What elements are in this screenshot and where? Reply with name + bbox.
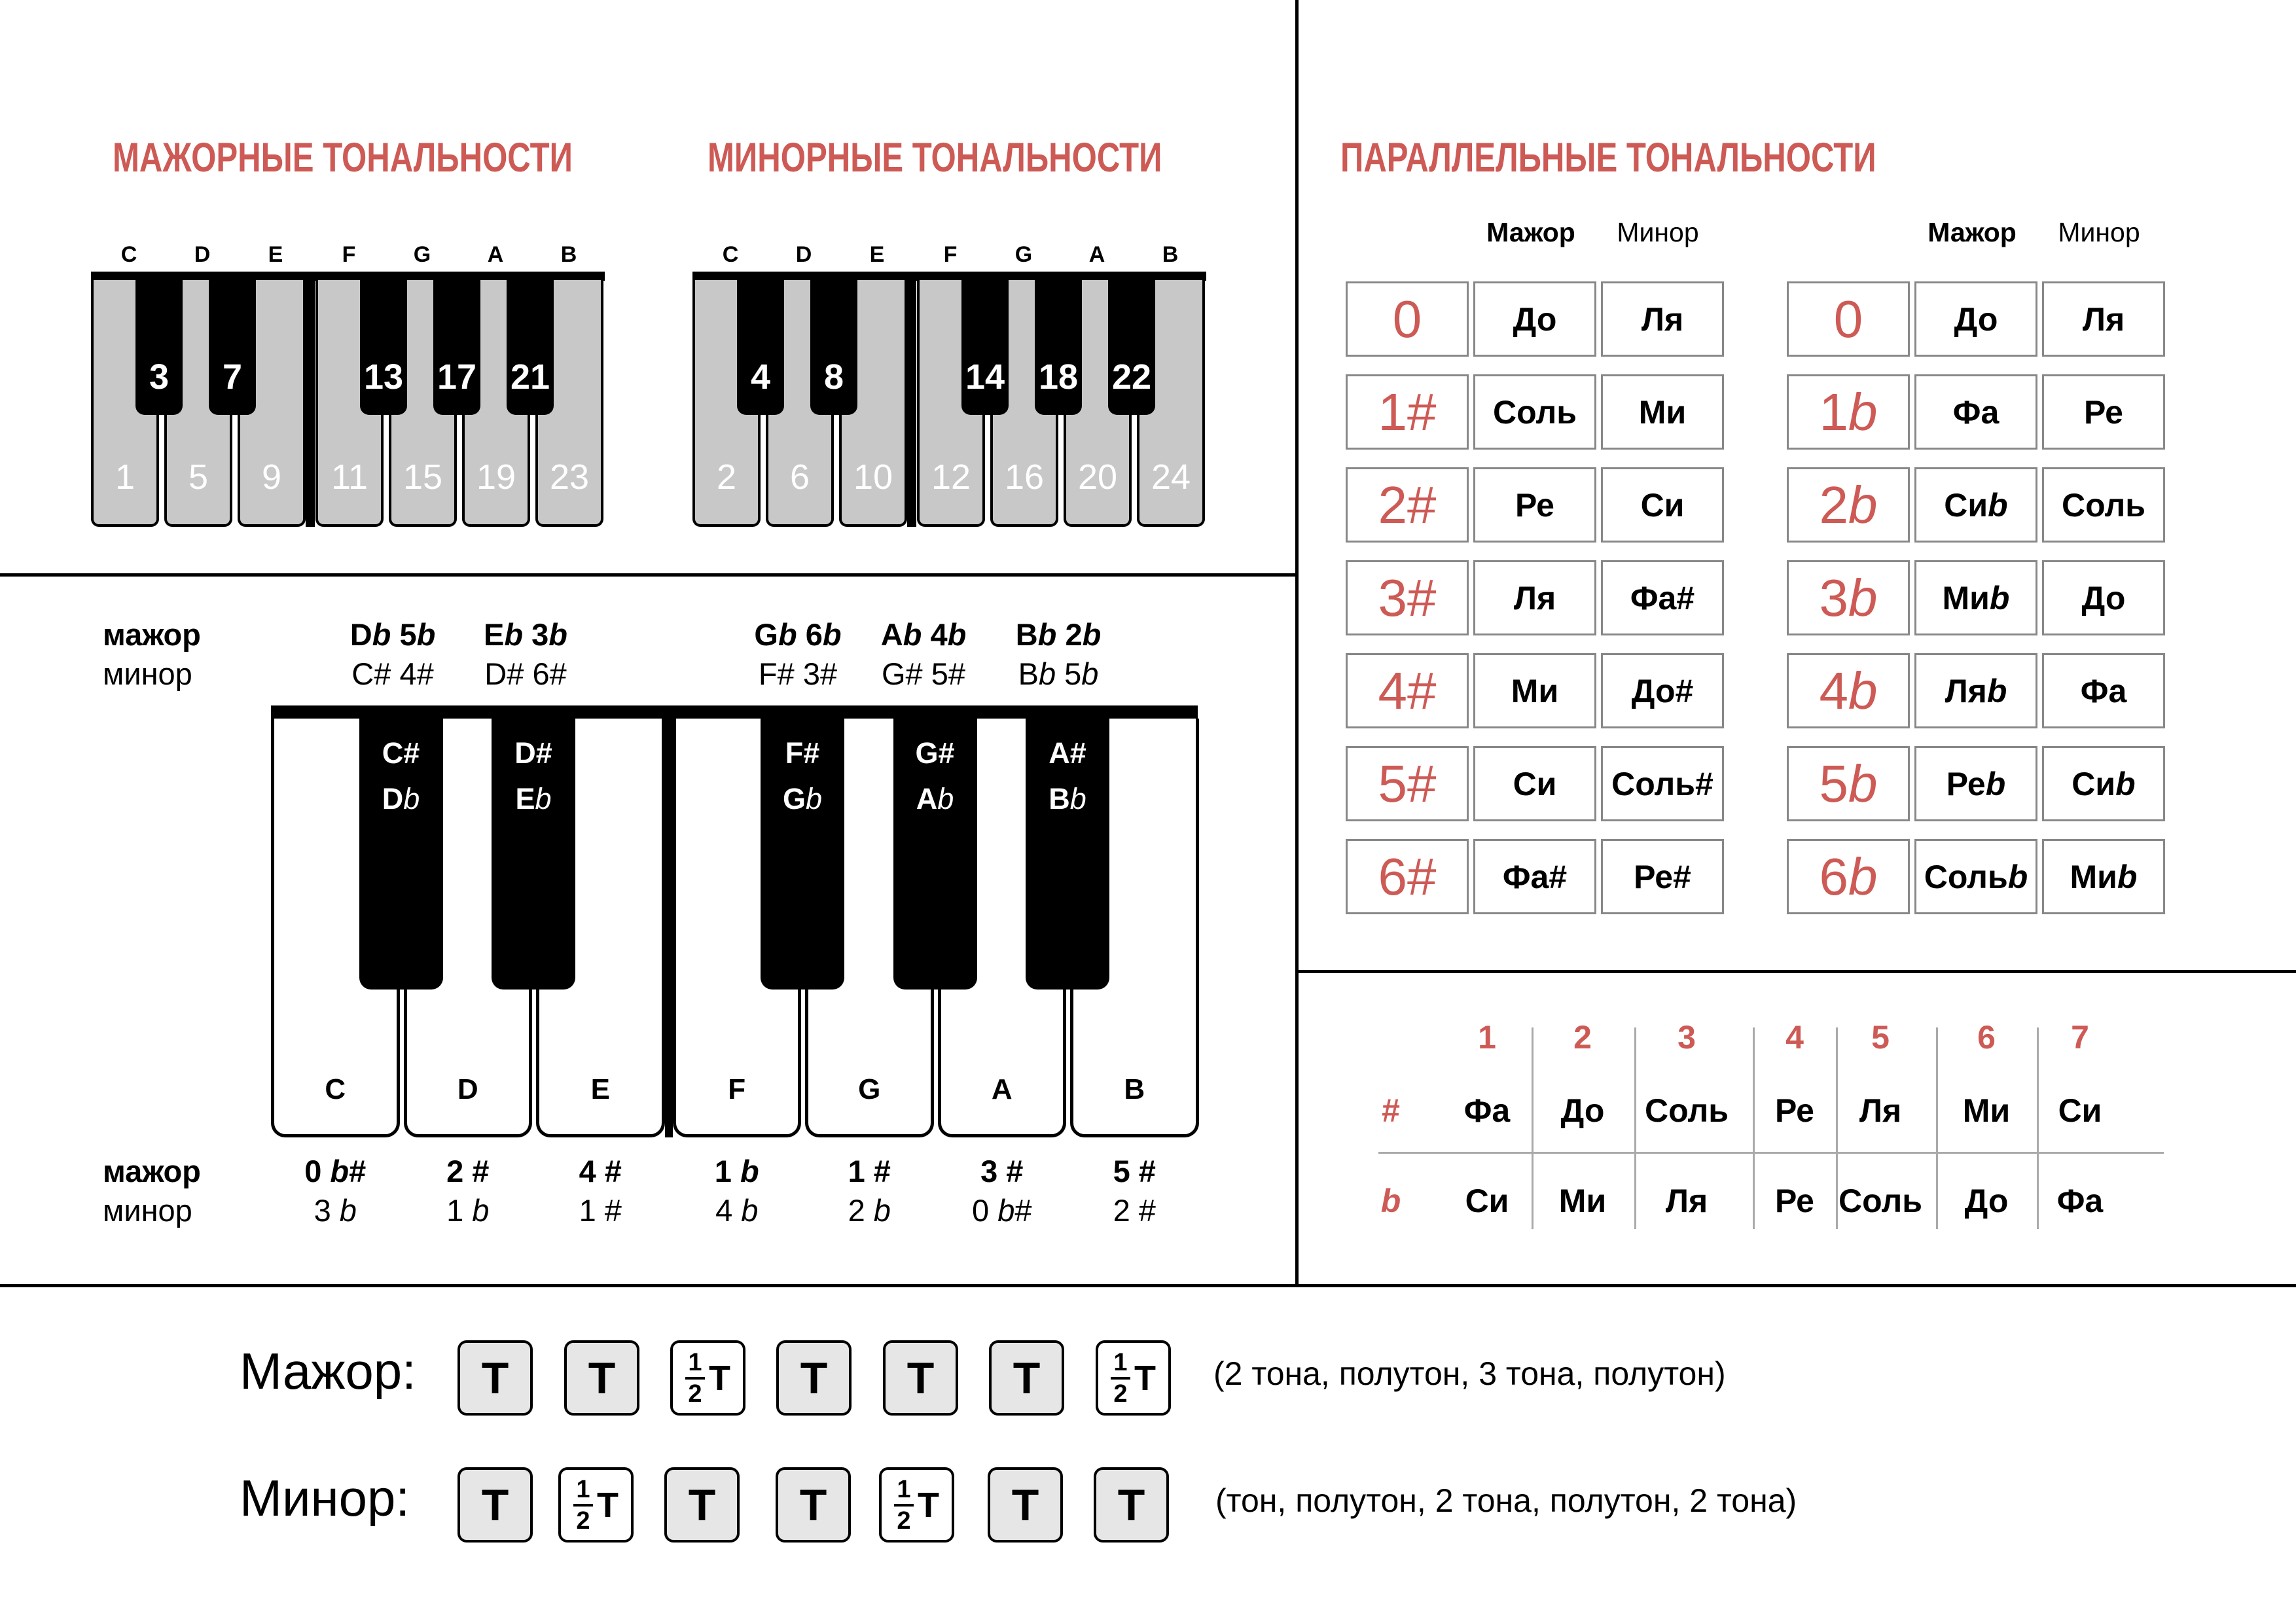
minor-key-name: До <box>2081 579 2126 616</box>
key-signature-count: 0 <box>1392 289 1422 348</box>
minor-tone-step: T <box>1094 1467 1169 1543</box>
key-signature-count: 4# <box>1378 661 1437 720</box>
flats-minor-cell <box>2042 746 2165 821</box>
flat-order-note: Ре <box>1775 1183 1814 1219</box>
minor-key-name: Соль <box>2062 486 2145 524</box>
order-column-number: 3 <box>1677 1019 1696 1056</box>
major-tone-step: T <box>776 1340 852 1416</box>
flats-count-cell <box>1787 839 1910 914</box>
sharps-count-cell <box>1346 746 1469 821</box>
major-key-name: Сольb <box>1924 858 2028 895</box>
flats-minor-cell <box>2042 653 2165 728</box>
flats-minor-cell <box>2042 839 2165 914</box>
major-key-name: До <box>1513 300 1557 338</box>
major-key-name: Ляb <box>1945 672 2007 709</box>
minor-key-name: Соль# <box>1611 765 1713 802</box>
order-column-number: 7 <box>2071 1019 2089 1056</box>
minor-keys-keyboard <box>692 236 1206 530</box>
black-key-minor-label: G# 5# <box>881 656 966 691</box>
black-key-major-label: Eb 3b <box>484 617 567 652</box>
minor-tone-step: T <box>457 1467 533 1543</box>
flat-order-note: Ля <box>1665 1183 1708 1219</box>
white-key-label: G <box>858 1073 881 1105</box>
minor-ef-gap <box>907 280 916 527</box>
order-column-number: 1 <box>1478 1019 1496 1056</box>
white-key-label: A <box>991 1073 1013 1105</box>
sharps-count-cell <box>1346 467 1469 543</box>
flat-order-note: Соль <box>1839 1183 1922 1219</box>
key-signature-count: 2# <box>1378 475 1437 534</box>
minor-tone-step: T <box>664 1467 740 1543</box>
minor-black-key-number: 22 <box>1111 357 1152 397</box>
white-key-major-label: 1 b <box>714 1154 759 1188</box>
white-key-label: D <box>457 1073 478 1105</box>
minor-black-key-number: 18 <box>1038 357 1079 397</box>
major-key-name: Си <box>1513 765 1557 802</box>
minor-white-key-number: 6 <box>789 457 810 497</box>
major-white-key-number: 9 <box>261 457 282 497</box>
sharps-minor-cell <box>1601 467 1724 543</box>
major-black-key-number: 13 <box>363 357 404 397</box>
flats-major-cell <box>1914 560 2037 635</box>
white-key-minor-label: 4 b <box>715 1193 759 1228</box>
big-keyboard-top-bar <box>271 705 1198 720</box>
white-key-label: B <box>1124 1073 1145 1105</box>
minor-top-bar <box>692 272 1206 281</box>
white-key-minor-label: 2 # <box>1113 1193 1156 1228</box>
parallel-keys-title: ПАРАЛЛЕЛЬНЫЕ ТОНАЛЬНОСТИ <box>1340 135 1876 181</box>
flats-count-cell <box>1787 560 1910 635</box>
bottom-horizontal-divider <box>0 1284 2296 1287</box>
sharps-count-cell <box>1346 560 1469 635</box>
flats-major-cell <box>1914 746 2037 821</box>
minor-key-name: Си <box>1640 486 1685 524</box>
sharps-count-cell <box>1346 653 1469 728</box>
sharps-major-cell <box>1473 746 1596 821</box>
sharps-major-cell <box>1473 467 1596 543</box>
minor-semitone-step: $\frac{1}{2}$ T <box>879 1467 954 1543</box>
major-key-name: Реb <box>1946 765 2006 802</box>
minor-semitone-step: $\frac{1}{2}$ T <box>558 1467 634 1543</box>
flats-major-cell <box>1914 374 2037 450</box>
order-column-divider <box>1836 1027 1838 1229</box>
black-key-label: F# Gb <box>782 736 823 815</box>
bottom-row-label-minor: минор <box>103 1193 192 1228</box>
flat-order-note: Ми <box>1558 1183 1607 1219</box>
minor-note-f: F <box>943 242 958 267</box>
key-signature-count: 5# <box>1378 754 1437 813</box>
sharps-major-cell <box>1473 653 1596 728</box>
big-keyboard <box>271 705 1198 1137</box>
minor-note-a: A <box>1088 242 1105 267</box>
white-key-major-label: 0 b# <box>304 1154 367 1188</box>
minor-keys-title: МИНОРНЫЕ ТОНАЛЬНОСТИ <box>708 135 1162 181</box>
major-key-name: Фа# <box>1502 858 1568 895</box>
minor-black-key-number: 14 <box>965 357 1005 397</box>
sharp-order-note: Ре <box>1775 1092 1814 1129</box>
white-key-minor-label: 2 b <box>848 1193 891 1228</box>
major-tone-step: T <box>457 1340 533 1416</box>
white-key-major-label: 4 # <box>579 1154 622 1188</box>
major-black-key-number: 17 <box>437 357 477 397</box>
minor-note-e: E <box>869 242 885 267</box>
minor-white-key-number: 16 <box>1004 457 1045 497</box>
flats-major-cell <box>1914 281 2037 357</box>
minor-tone-step: T <box>776 1467 851 1543</box>
major-key-name: Сиb <box>1944 486 2008 524</box>
sharps-minor-cell <box>1601 560 1724 635</box>
flat-order-note: Си <box>1465 1183 1509 1219</box>
minor-key-name: До# <box>1631 672 1694 709</box>
major-black-key-number: 21 <box>510 357 550 397</box>
sharps-minor-cell <box>1601 281 1724 357</box>
key-signature-count: 6b <box>1819 847 1878 906</box>
minor-note-g: G <box>1014 242 1033 267</box>
key-signature-count: 3b <box>1819 568 1878 627</box>
order-column-divider <box>1634 1027 1636 1229</box>
major-tone-step: T <box>989 1340 1064 1416</box>
major-note-a: A <box>487 242 504 267</box>
major-keys-keyboard <box>91 236 605 530</box>
minor-white-key-number: 10 <box>853 457 893 497</box>
major-semitone-step: $\frac{1}{2}$ T <box>1096 1340 1171 1416</box>
major-black-key-number: 7 <box>222 357 243 397</box>
flats-count-cell <box>1787 374 1910 450</box>
flats-major-cell <box>1914 839 2037 914</box>
minor-key-name: Миb <box>2070 858 2138 895</box>
flats-major-cell <box>1914 653 2037 728</box>
major-black-key-number: 3 <box>149 357 170 397</box>
white-key-minor-label: 1 b <box>446 1193 490 1228</box>
major-key-name: Ре <box>1515 486 1554 524</box>
sharps-header-major: Мажор <box>1486 217 1575 247</box>
sharp-order-note: До <box>1560 1092 1605 1129</box>
flats-count-cell <box>1787 746 1910 821</box>
major-key-name: Ля <box>1513 579 1556 616</box>
white-key-minor-label: 1 # <box>579 1193 622 1228</box>
sharps-minor-cell <box>1601 653 1724 728</box>
key-signature-count: 4b <box>1819 661 1878 720</box>
left-horizontal-divider <box>0 573 1297 577</box>
order-column-number: 4 <box>1785 1019 1804 1056</box>
sharps-major-cell <box>1473 839 1596 914</box>
major-keys-title: МАЖОРНЫЕ ТОНАЛЬНОСТИ <box>113 135 573 181</box>
major-note-c: C <box>120 242 137 267</box>
sharp-order-note: Ми <box>1962 1092 2011 1129</box>
white-key-label: C <box>325 1073 346 1105</box>
major-note-e: E <box>268 242 283 267</box>
key-signature-count: 0 <box>1833 289 1863 348</box>
half-fraction: $\frac{1}{2}$ <box>1111 1349 1130 1407</box>
flats-minor-cell <box>2042 560 2165 635</box>
major-white-key-number: 15 <box>403 457 443 497</box>
major-white-key-number: 5 <box>188 457 209 497</box>
black-key-label: G# Ab <box>915 736 955 815</box>
major-key-name: Ми <box>1511 672 1559 709</box>
sharp-order-note: Ля <box>1859 1092 1902 1129</box>
white-key-major-label: 1 # <box>848 1154 891 1188</box>
key-signature-count: 2b <box>1819 475 1878 534</box>
sharps-major-cell <box>1473 374 1596 450</box>
white-key-major-label: 2 # <box>446 1154 490 1188</box>
sharps-header-minor: Минор <box>1617 217 1699 247</box>
minor-note-b: B <box>1162 242 1179 267</box>
flats-count-cell <box>1787 467 1910 543</box>
flats-count-cell <box>1787 281 1910 357</box>
black-key-minor-label: C# 4# <box>351 656 434 691</box>
sharp-order-note: Си <box>2058 1092 2102 1129</box>
minor-scale-label: Минор: <box>240 1469 410 1527</box>
top-row-label-minor: минор <box>103 656 192 691</box>
major-key-name: Соль <box>1493 393 1577 431</box>
minor-key-name: Ми <box>1638 393 1687 431</box>
black-key-major-label: Ab 4b <box>880 617 967 652</box>
minor-white-key-number: 12 <box>931 457 971 497</box>
order-column-number: 5 <box>1871 1019 1890 1056</box>
big-keyboard-ef-gap <box>665 719 673 1137</box>
sharps-major-cell <box>1473 281 1596 357</box>
minor-key-name: Фа <box>2080 672 2127 709</box>
black-key-minor-label: D# 6# <box>484 656 567 691</box>
black-key-label: C# Db <box>382 736 420 815</box>
order-column-number: 2 <box>1573 1019 1592 1056</box>
key-signature-count: 1# <box>1378 382 1437 441</box>
black-key-label: A# Bb <box>1049 736 1086 815</box>
order-column-number: 6 <box>1977 1019 1996 1056</box>
major-white-key-number: 11 <box>331 457 368 497</box>
minor-key-name: Сиb <box>2072 765 2136 802</box>
flats-minor-cell <box>2042 374 2165 450</box>
major-semitone-step: $\frac{1}{2}$ T <box>670 1340 745 1416</box>
minor-white-key-number: 24 <box>1151 457 1191 497</box>
vertical-divider <box>1295 0 1299 1286</box>
major-note-b: B <box>560 242 577 267</box>
sharps-count-cell <box>1346 839 1469 914</box>
black-key-label: D# Eb <box>514 736 552 815</box>
major-scale-description: (2 тона, полутон, 3 тона, полутон) <box>1213 1355 1726 1392</box>
sharps-major-cell <box>1473 560 1596 635</box>
major-ef-gap <box>306 280 315 527</box>
flats-header-minor: Минор <box>2058 217 2140 247</box>
major-note-f: F <box>342 242 356 267</box>
minor-note-c: C <box>722 242 739 267</box>
white-key-label: E <box>590 1073 610 1105</box>
flats-minor-cell <box>2042 467 2165 543</box>
black-key-minor-label: Bb 5b <box>1018 656 1099 691</box>
major-tone-step: T <box>564 1340 639 1416</box>
minor-key-name: Ре <box>2084 393 2123 431</box>
black-key-major-label: Bb 2b <box>1015 617 1102 652</box>
major-note-d: D <box>194 242 211 267</box>
flats-minor-cell <box>2042 281 2165 357</box>
order-row-divider <box>1378 1152 2164 1154</box>
sharps-count-cell <box>1346 281 1469 357</box>
flat-order-note: До <box>1964 1183 2009 1219</box>
minor-black-key-number: 4 <box>750 357 771 397</box>
right-horizontal-divider <box>1297 970 2296 973</box>
major-note-g: G <box>413 242 431 267</box>
minor-note-d: D <box>795 242 812 267</box>
minor-white-key-number: 2 <box>716 457 737 497</box>
major-top-bar <box>91 272 605 281</box>
key-signature-count: 5b <box>1819 754 1878 813</box>
sharps-row-label: # <box>1382 1092 1400 1129</box>
major-key-name: Фа <box>1952 393 2000 431</box>
minor-key-name: Ля <box>2082 300 2125 338</box>
sharp-order-note: Соль <box>1645 1092 1729 1129</box>
half-fraction: $\frac{1}{2}$ <box>573 1476 593 1534</box>
sharp-order-note: Фа <box>1463 1092 1511 1129</box>
major-key-name: Миb <box>1942 579 2010 616</box>
flats-count-cell <box>1787 653 1910 728</box>
minor-tone-step: T <box>988 1467 1063 1543</box>
bottom-row-label-major: мажор <box>103 1154 201 1188</box>
white-key-label: F <box>728 1073 746 1105</box>
white-key-major-label: 3 # <box>980 1154 1024 1188</box>
flat-order-note: Фа <box>2056 1183 2104 1219</box>
white-key-major-label: 5 # <box>1113 1154 1156 1188</box>
sharps-minor-cell <box>1601 374 1724 450</box>
major-key-name: До <box>1954 300 1998 338</box>
minor-key-name: Ля <box>1641 300 1684 338</box>
major-scale-label: Мажор: <box>240 1342 416 1400</box>
order-column-divider <box>2037 1027 2039 1229</box>
white-key-minor-label: 0 b# <box>972 1193 1032 1228</box>
black-key-major-label: Gb 6b <box>754 617 842 652</box>
black-key-major-label: Db 5b <box>350 617 436 652</box>
key-signature-count: 3# <box>1378 568 1437 627</box>
half-fraction: $\frac{1}{2}$ <box>685 1349 705 1407</box>
minor-key-name: Фа# <box>1630 579 1695 616</box>
top-row-label-major: мажор <box>103 617 201 652</box>
flats-major-cell <box>1914 467 2037 543</box>
major-white-key-number: 19 <box>476 457 516 497</box>
order-column-divider <box>1753 1027 1755 1229</box>
sharps-count-cell <box>1346 374 1469 450</box>
minor-scale-description: (тон, полутон, 2 тона, полутон, 2 тона) <box>1215 1482 1797 1519</box>
white-key-minor-label: 3 b <box>314 1193 357 1228</box>
flats-row-label: b <box>1380 1183 1401 1219</box>
sharps-minor-cell <box>1601 839 1724 914</box>
minor-key-name: Ре# <box>1634 858 1691 895</box>
half-fraction: $\frac{1}{2}$ <box>894 1476 914 1534</box>
flats-header-major: Мажор <box>1928 217 2017 247</box>
black-key-minor-label: F# 3# <box>758 656 838 691</box>
minor-black-key-number: 8 <box>823 357 844 397</box>
key-signature-count: 1b <box>1819 382 1878 441</box>
minor-white-key-number: 20 <box>1077 457 1118 497</box>
key-signature-count: 6# <box>1378 847 1437 906</box>
major-tone-step: T <box>883 1340 958 1416</box>
order-column-divider <box>1936 1027 1938 1229</box>
sharps-minor-cell <box>1601 746 1724 821</box>
major-white-key-number: 23 <box>549 457 590 497</box>
order-column-divider <box>1532 1027 1534 1229</box>
major-white-key-number: 1 <box>115 457 135 497</box>
